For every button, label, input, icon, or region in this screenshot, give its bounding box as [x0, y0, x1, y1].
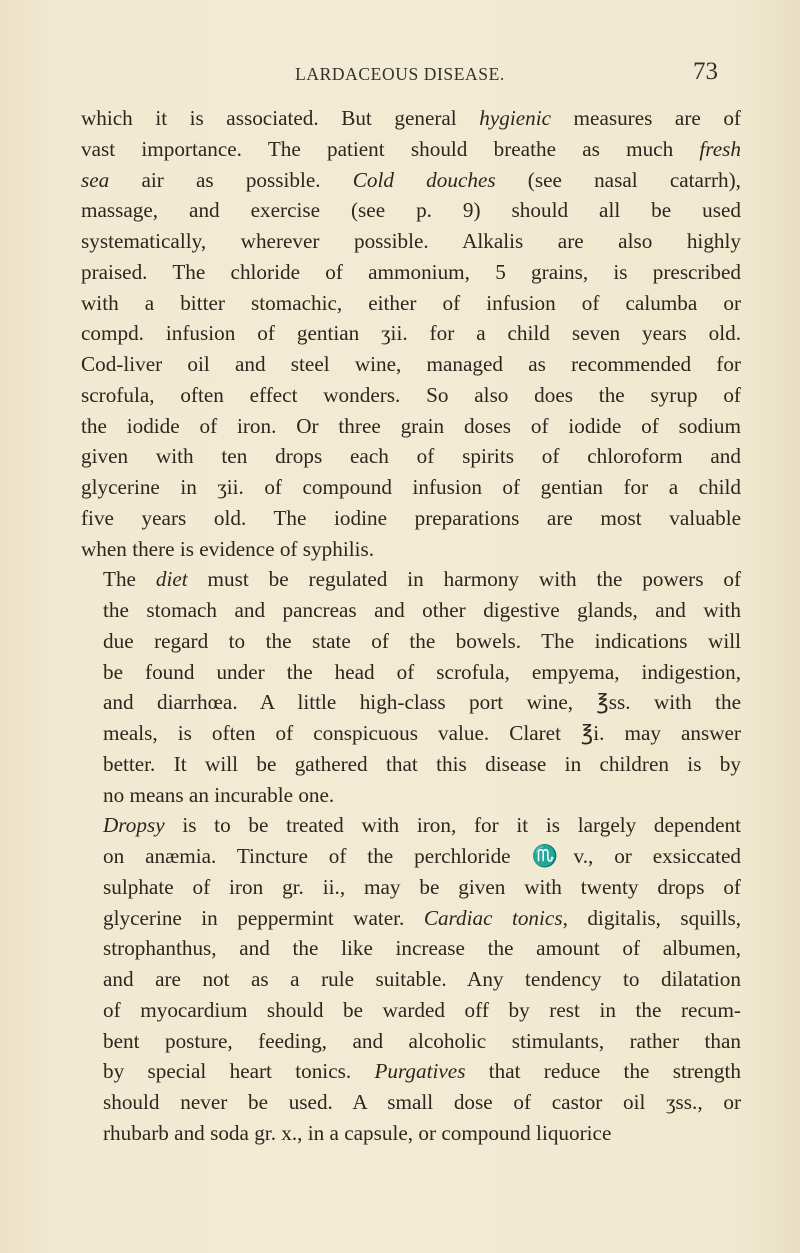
text-line: should never be used. A small dose of castor oil ʒss., or — [103, 1090, 741, 1114]
text-line: scrofula, often effect wonders. So also does the syrup of — [81, 382, 741, 407]
text-line: massage, and exercise (see p. 9) should all be used — [81, 198, 741, 223]
text-line: and diarrhœa. A little high-class port wine, ℥ss. with the — [103, 690, 741, 715]
text-line: glycerine in ʒii. of compound infusion of gentian for a child — [81, 475, 741, 499]
text-line: praised. The chloride of ammonium, 5 grains, is prescribed — [81, 259, 741, 284]
text-line: Cod-liver oil and steel wine, managed as recommended for — [81, 352, 741, 376]
text-line: sulphate of iron gr. ii., may be given with twenty drops of — [103, 874, 741, 899]
text-line: bent posture, feeding, and alcoholic stimulants, rather than — [103, 1028, 741, 1053]
paragraph — [81, 564, 741, 810]
text-line: compd. infusion of gentian ʒii. for a child seven years old. — [81, 321, 741, 346]
text-line: on anæmia. Tincture of the perchloride ♏v., or exsiccated — [103, 844, 741, 868]
body-text — [81, 103, 741, 1149]
text-line: no means an incurable one. — [103, 782, 335, 807]
text-line: when there is evidence of syphilis. — [81, 536, 375, 561]
text-line: rhubarb and soda gr. x., in a capsule, or compound liquorice — [103, 1120, 612, 1145]
text-line: Dropsy is to be treated with iron, for it is largely dependent — [103, 813, 741, 838]
italic-term: Cold douches — [352, 167, 496, 192]
text-line: The diet must be regulated in harmony with the powers of — [103, 567, 741, 592]
text-line: glycerine in peppermint water. Cardiac tonics, digitalis, squills, — [103, 905, 742, 930]
text-line: sea air as possible. Cold douches (see nasal catarrh), — [81, 167, 741, 192]
text-line: by special heart tonics. Purgatives that reduce the strength — [103, 1059, 741, 1084]
page-number: 73 — [693, 58, 718, 85]
italic-term: fresh — [699, 136, 741, 161]
page-header — [0, 58, 800, 92]
text-line: of myocardium should be warded off by rest in the recum- — [103, 997, 741, 1022]
text-line: vast importance. The patient should breathe as much fresh — [81, 136, 741, 161]
text-line: with a bitter stomachic, either of infusion of calumba or — [81, 290, 741, 315]
text-line: which it is associated. But general hygienic measures are of — [81, 106, 741, 130]
running-title: LARDACEOUS DISEASE. — [295, 64, 505, 84]
text-line: the stomach and pancreas and other digestive glands, and with — [103, 598, 741, 622]
text-line: be found under the head of scrofula, empyema, indigestion, — [103, 659, 741, 684]
text-line: strophanthus, and the like increase the amount of albumen, — [103, 936, 741, 961]
text-line: systematically, wherever possible. Alkalis are also highly — [81, 229, 741, 253]
paragraph — [81, 103, 741, 564]
text-line: five years old. The iodine preparations are most valuable — [81, 505, 741, 530]
italic-term: hygienic — [479, 106, 552, 130]
italic-term: sea — [81, 167, 110, 192]
text-line: meals, is often of conspicuous value. Claret ℥i. may answer — [103, 721, 741, 745]
paragraph — [81, 810, 741, 1148]
text-line: better. It will be gathered that this disease in children is by — [103, 751, 741, 776]
italic-term: Dropsy — [103, 813, 165, 838]
text-line: given with ten drops each of spirits of chloroform and — [81, 444, 741, 469]
italic-term: Cardiac tonics — [423, 905, 563, 930]
text-line: due regard to the state of the bowels. The indications will — [103, 628, 741, 653]
text-line: and are not as a rule suitable. Any tendency to dilatation — [103, 967, 741, 991]
italic-term: Purgatives — [374, 1059, 466, 1084]
italic-term: diet — [155, 567, 188, 592]
text-line: the iodide of iron. Or three grain doses of iodide of sodium — [81, 413, 741, 438]
